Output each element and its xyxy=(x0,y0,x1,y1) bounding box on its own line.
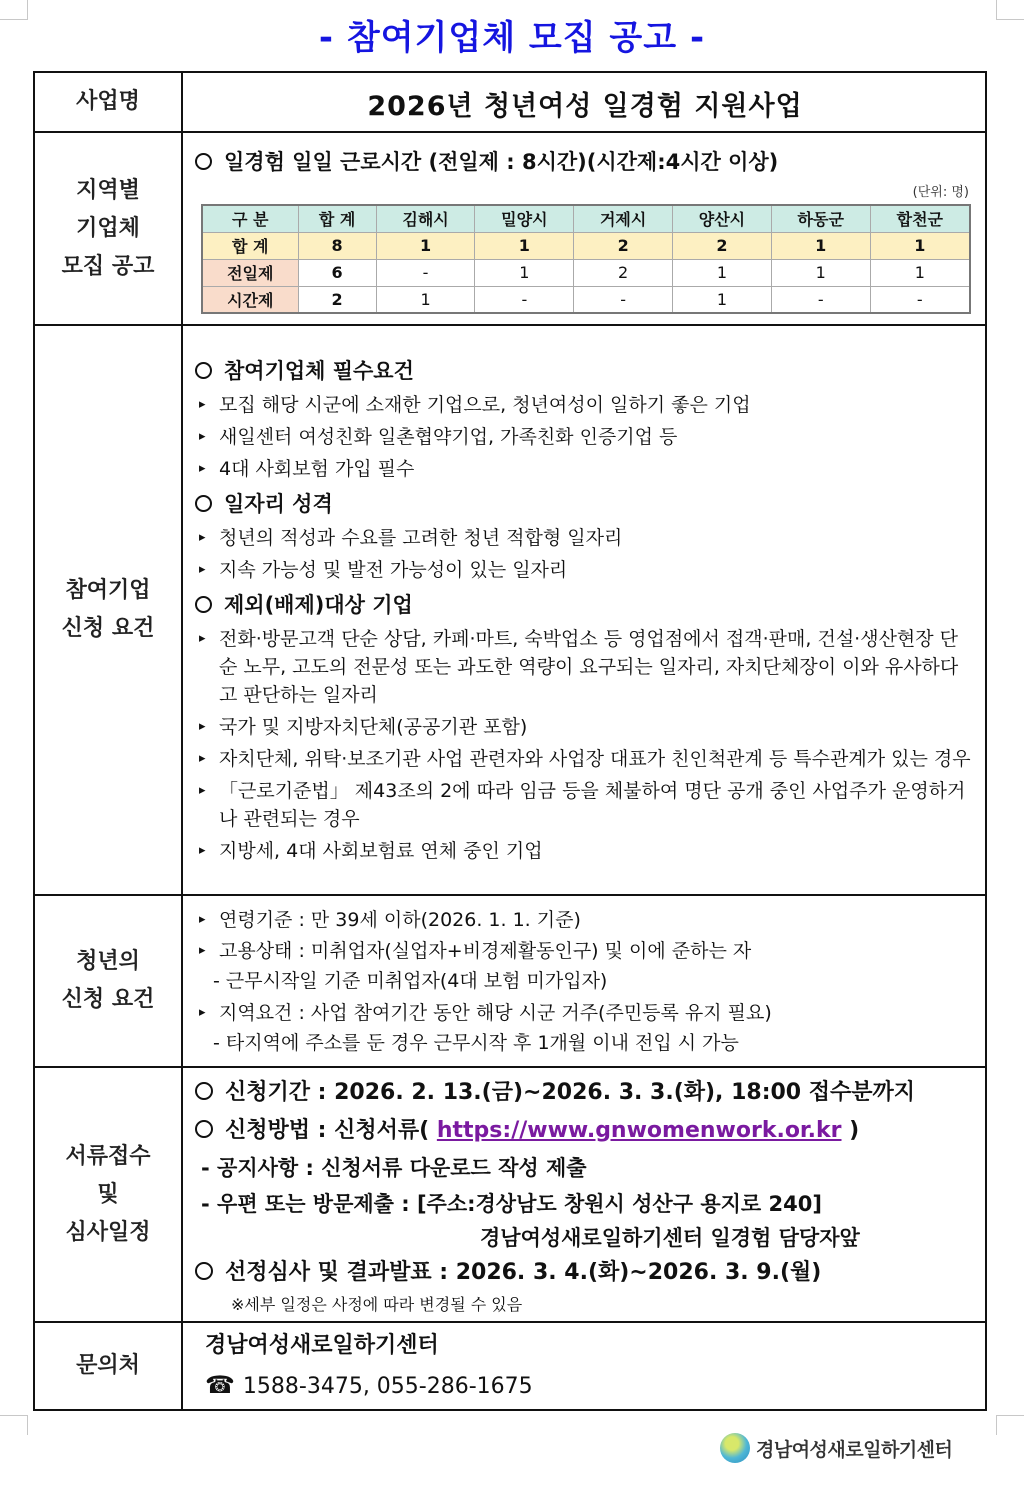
table-cell: 1 xyxy=(673,259,772,286)
phone-numbers: 1588-3475, 055-286-1675 xyxy=(242,1374,533,1399)
table-row-fulltime xyxy=(202,259,970,286)
page-title: - 참여기업체 모집 공고 - xyxy=(318,18,706,58)
table-cell: - xyxy=(574,286,673,313)
crop-mark-bottom-right xyxy=(996,1415,1024,1435)
table-cell: - xyxy=(870,286,970,313)
list-item: ▸ 모집 해당 시군에 소재한 기업으로, 청년여성이 일하기 좋은 기업 xyxy=(195,391,975,419)
phone-icon: ☎ xyxy=(205,1371,235,1399)
sub-item: - 타지역에 주소를 둔 경우 근무시작 후 1개월 이내 전입 시 가능 xyxy=(213,1031,739,1054)
list-item: ▸ 청년의 적성과 수요를 고려한 청년 적합형 일자리 xyxy=(195,524,975,552)
label-line: 신청 요건 xyxy=(61,987,155,1012)
row-label: 시간제 xyxy=(202,286,298,313)
list-item: ▸ 4대 사회보험 가입 필수 xyxy=(195,455,975,483)
logo-text: 경남여성새로일하기센터 xyxy=(756,1438,953,1461)
application-period-text: 신청기간 : 2026. 2. 13.(금)~2026. 3. 3.(화), 18:00 접수분까지 xyxy=(225,1079,916,1105)
list-item: ▸ 연령기준 : 만 39세 이하(2026. 1. 1. 기준) xyxy=(195,906,975,934)
list-item: ▸ 국가 및 지방자치단체(공공기관 포함) xyxy=(195,713,975,741)
label-line: 모집 공고 xyxy=(61,253,155,279)
table-row-parttime xyxy=(202,286,970,313)
table-cell: 1 xyxy=(376,232,475,259)
work-hours-heading xyxy=(195,145,975,179)
notice-table xyxy=(33,71,987,1411)
circle-bullet-icon xyxy=(195,362,212,379)
review-schedule-text: 선정심사 및 결과발표 : 2026. 3. 4.(화)~2026. 3. 9.(월) xyxy=(225,1259,822,1285)
circle-bullet-icon xyxy=(195,153,212,170)
unit-label: (단위: 명) xyxy=(912,185,969,200)
label-youth-requirements xyxy=(34,895,182,1067)
table-cell: 1 xyxy=(673,286,772,313)
header-cell: 구 분 xyxy=(202,205,298,232)
label-schedule xyxy=(34,1067,182,1322)
section-heading-required xyxy=(195,354,975,388)
label-line: 서류접수 xyxy=(65,1143,151,1169)
method-prefix-text: 신청방법 : 신청서류( xyxy=(225,1117,437,1143)
notice-item: - 공지사항 : 신청서류 다운로드 작성 제출 xyxy=(201,1155,587,1180)
list-item: ▸ 새일센터 여성친화 일촌협약기업, 가족친화 인증기업 등 xyxy=(195,423,975,451)
table-cell: 2 xyxy=(574,232,673,259)
label-contact: 문의처 xyxy=(34,1322,182,1410)
list-item: ▸ 지방세, 4대 사회보험료 연체 중인 기업 xyxy=(195,837,975,865)
table-cell: - xyxy=(771,286,870,313)
header-cell: 합 계 xyxy=(298,205,376,232)
table-cell: 1 xyxy=(376,286,475,313)
header-cell: 밀양시 xyxy=(475,205,574,232)
application-period xyxy=(195,1074,975,1112)
schedule-note: ※세부 일정은 사정에 따라 변경될 수 있음 xyxy=(231,1294,523,1314)
region-table xyxy=(201,204,971,314)
row-business-name xyxy=(34,72,986,132)
list-item: ▸ 자치단체, 위탁·보조기관 사업 관련자와 사업장 대표가 친인척관계 등 특수관계가 있는 경우 xyxy=(195,745,975,773)
row-company-requirements xyxy=(34,325,986,895)
row-schedule xyxy=(34,1067,986,1322)
label-company-requirements xyxy=(34,325,182,895)
contact-phone xyxy=(195,1365,975,1407)
table-cell: 1 xyxy=(870,232,970,259)
section-heading-job-nature xyxy=(195,487,975,521)
table-cell: 1 xyxy=(475,232,574,259)
table-cell: 2 xyxy=(574,259,673,286)
footer-logo xyxy=(720,1433,952,1463)
table-cell: - xyxy=(475,286,574,313)
table-cell: 1 xyxy=(475,259,574,286)
row-label: 전일제 xyxy=(202,259,298,286)
list-item: ▸ 「근로기준법」 제43조의 2에 따라 임금 등을 체불하여 명단 공개 중인 사업주가 운영하거나 관련되는 경우 xyxy=(195,777,975,833)
contact-content xyxy=(182,1322,986,1410)
table-cell: 2 xyxy=(673,232,772,259)
table-row-total xyxy=(202,232,970,259)
label-line: 및 xyxy=(97,1181,119,1207)
website-link[interactable]: https://www.gnwomenwork.or.kr xyxy=(436,1117,842,1143)
row-label: 합 계 xyxy=(202,232,298,259)
header-cell: 양산시 xyxy=(673,205,772,232)
header-cell: 하동군 xyxy=(771,205,870,232)
list-item: ▸ 지역요건 : 사업 참여기간 동안 해당 시군 거주(주민등록 유지 필요) xyxy=(195,999,975,1027)
row-youth-requirements xyxy=(34,895,986,1067)
row-contact xyxy=(34,1322,986,1410)
table-cell: 2 xyxy=(298,286,376,313)
application-method xyxy=(195,1112,975,1150)
label-line: 기업체 xyxy=(76,215,140,241)
circle-bullet-icon xyxy=(195,596,212,613)
label-line: 신청 요건 xyxy=(61,616,155,641)
post-item: - 우편 또는 방문제출 : [주소:경상남도 창원시 성산구 용지로 240] xyxy=(201,1191,822,1216)
youth-requirements-content xyxy=(182,895,986,1067)
row-regional xyxy=(34,132,986,325)
table-cell: 1 xyxy=(771,259,870,286)
label-line: 참여기업 xyxy=(65,578,151,603)
schedule-content xyxy=(182,1067,986,1322)
table-cell: 6 xyxy=(298,259,376,286)
company-requirements-content xyxy=(182,325,986,895)
crop-mark-bottom-left xyxy=(0,1415,28,1435)
header-cell: 김해시 xyxy=(376,205,475,232)
section-heading-text: 제외(배제)대상 기업 xyxy=(224,592,413,617)
section-heading-text: 일자리 성격 xyxy=(224,491,333,516)
sub-item: - 근무시작일 기준 미취업자(4대 보험 미가입자) xyxy=(213,969,608,992)
regional-content xyxy=(182,132,986,325)
table-cell: - xyxy=(376,259,475,286)
business-name-value: 2026년 청년여성 일경험 지원사업 xyxy=(182,72,986,132)
table-cell: 1 xyxy=(870,259,970,286)
table-cell: 8 xyxy=(298,232,376,259)
contact-org: 경남여성새로일하기센터 xyxy=(205,1333,439,1358)
circle-bullet-icon xyxy=(195,495,212,512)
section-heading-text: 참여기업체 필수요건 xyxy=(224,358,414,383)
list-item: ▸ 지속 가능성 및 발전 가능성이 있는 일자리 xyxy=(195,556,975,584)
review-schedule xyxy=(195,1254,975,1292)
method-suffix-text: ) xyxy=(841,1117,860,1143)
work-hours-text: 일경험 일일 근로시간 (전일제 : 8시간)(시간제:4시간 이상) xyxy=(224,150,779,174)
circle-bullet-icon xyxy=(195,1120,213,1138)
label-regional xyxy=(34,132,182,325)
header-cell: 합천군 xyxy=(870,205,970,232)
label-business-name: 사업명 xyxy=(34,72,182,132)
table-cell: 1 xyxy=(771,232,870,259)
logo-icon xyxy=(720,1433,750,1463)
post-recipient: 경남여성새로일하기센터 일경험 담당자앞 xyxy=(480,1225,860,1250)
circle-bullet-icon xyxy=(195,1082,213,1100)
label-line: 청년의 xyxy=(76,949,140,974)
circle-bullet-icon xyxy=(195,1262,213,1280)
region-table-header xyxy=(202,205,970,232)
label-line: 심사일정 xyxy=(65,1219,151,1245)
label-line: 지역별 xyxy=(76,177,140,203)
section-heading-excluded xyxy=(195,588,975,622)
header-cell: 거제시 xyxy=(574,205,673,232)
list-item: ▸ 전화·방문고객 단순 상담, 카페·마트, 숙박업소 등 영업점에서 접객·판매, 건설·생산현장 단순 노무, 고도의 전문성 또는 과도한 역량이 요구되는 일자리, 자치단체장이 이와 유사하다고 판단하는 일자리 xyxy=(195,625,975,709)
list-item: ▸ 고용상태 : 미취업자(실업자+비경제활동인구) 및 이에 준하는 자 xyxy=(195,937,975,965)
